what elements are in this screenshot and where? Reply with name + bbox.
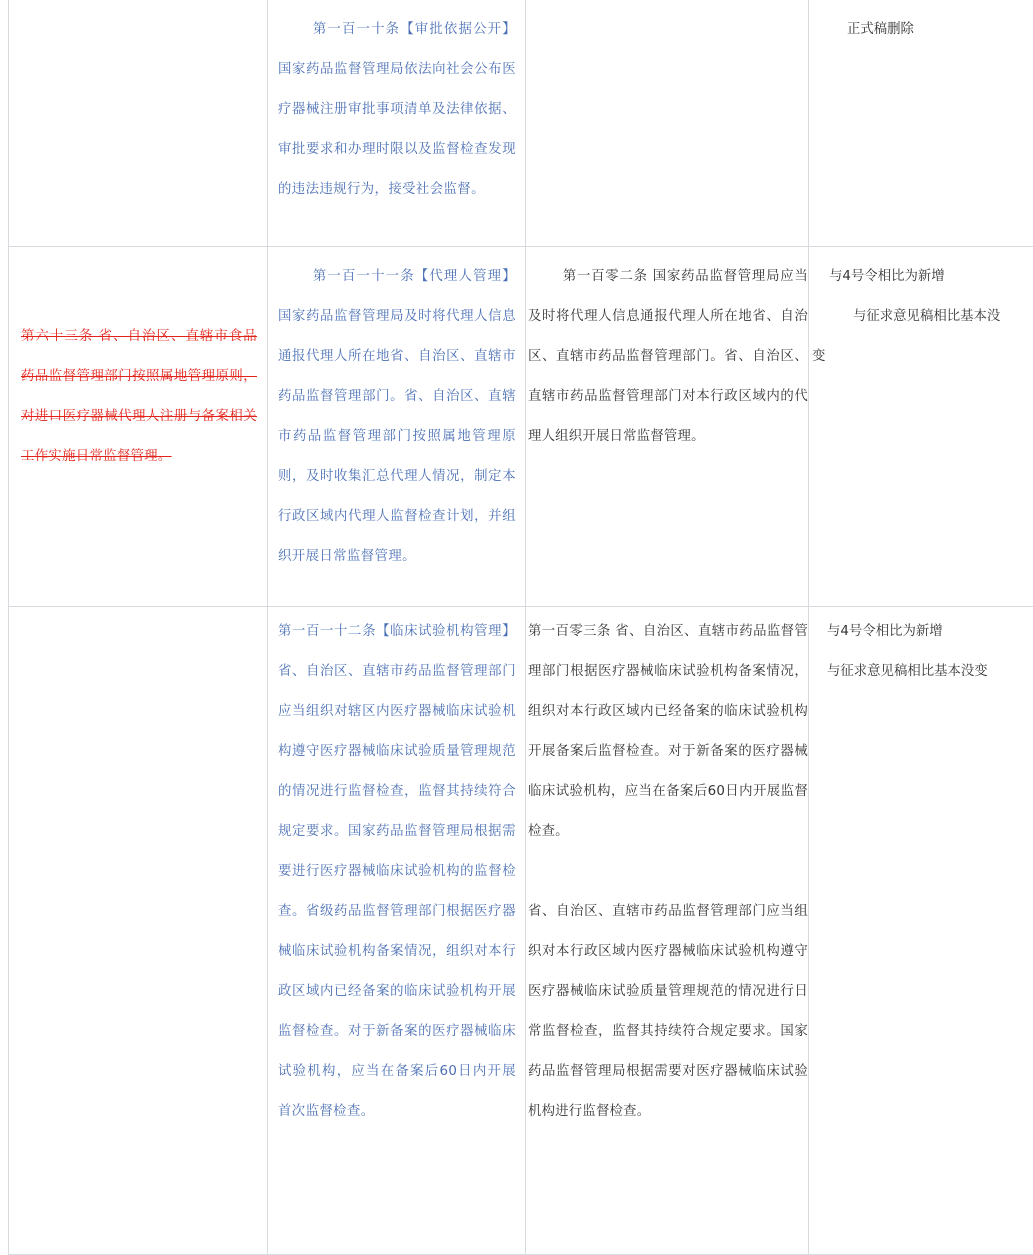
remark-cell xyxy=(809,0,1033,247)
table-row xyxy=(9,247,1033,607)
final-text-cell xyxy=(526,247,809,607)
remark-text: 与征求意见稿相比基本没 xyxy=(812,297,1033,337)
article-102-text: 第一百零二条 国家药品监督管理局应当及时将代理人信息通报代理人所在地省、自治区、直辖市药品监督管理部门。省、自治区、直辖市药品监督管理部门对本行政区域内的代理人组织开展日常监督管理。 xyxy=(528,257,808,457)
old-text-cell xyxy=(9,0,268,247)
table-row xyxy=(9,0,1033,247)
article-112-text: 第一百一十二条【临床试验机构管理】 省、自治区、直辖市药品监督管理部门应当组织对辖区内医疗器械临床试验机构遵守医疗器械临床试验质量管理规范的情况进行监督检查，监督其持续符合规定要求。国家药品监督管理局根据需要进行医疗器械临床试验机构的监督检查。省级药品监督管理部门根据医疗器械临床试验机构备案情况，组织对本行政区域内已经备案的临床试验机构开展监督检查。对于新备案的医疗器械临床试验机构，应当在备案后60日内开展首次监督检查。 xyxy=(278,612,516,1132)
deleted-article-63-text: 第六十三条 省、自治区、直辖市食品药品监督管理部门按照属地管理原则，对进口医疗器械代理人注册与备案相关工作实施日常监督管理。 xyxy=(21,317,257,477)
remark-text: 正式稿删除 xyxy=(847,10,1025,50)
article-111-text: 第一百一十一条【代理人管理】 国家药品监督管理局及时将代理人信息通报代理人所在地省、自治区、直辖市药品监督管理部门。省、自治区、直辖市药品监督管理部门按照属地管理原则，及时收集汇总代理人情况，制定本行政区域内代理人监督检查计划，并组织开展日常监督管理。 xyxy=(278,257,516,577)
comparison-table xyxy=(8,0,1033,1255)
remark-cell xyxy=(809,247,1033,607)
final-text-cell xyxy=(526,0,809,247)
draft-text-cell xyxy=(268,247,526,607)
remark-text: 与征求意见稿相比基本没变 xyxy=(827,652,1033,692)
remark-cell xyxy=(809,607,1033,1255)
article-103-paragraph-2: 省、自治区、直辖市药品监督管理部门应当组织对本行政区域内医疗器械临床试验机构遵守医疗器械临床试验质量管理规范的情况进行日常监督检查，监督其持续符合规定要求。国家药品监督管理局根据需要对医疗器械临床试验机构进行监督检查。 xyxy=(528,892,808,1132)
final-text-cell xyxy=(526,607,809,1255)
remark-text: 与4号令相比为新增 xyxy=(827,612,1033,652)
draft-text-cell xyxy=(268,607,526,1255)
old-text-cell xyxy=(9,607,268,1255)
article-103-text: 第一百零三条 省、自治区、直辖市药品监督管理部门根据医疗器械临床试验机构备案情况，组织对本行政区域内已经备案的临床试验机构开展备案后监督检查。对于新备案的医疗器械临床试验机构，应当在备案后60日内开展监督检查。 xyxy=(528,612,808,852)
remark-text: 与4号令相比为新增 xyxy=(812,257,1033,297)
remark-text: 变 xyxy=(812,337,1033,377)
article-110-text: 第一百一十条【审批依据公开】 国家药品监督管理局依法向社会公布医疗器械注册审批事项清单及法律依据、审批要求和办理时限以及监督检查发现的违法违规行为，接受社会监督。 xyxy=(278,10,516,210)
draft-text-cell xyxy=(268,0,526,247)
table-row xyxy=(9,607,1033,1255)
old-text-cell xyxy=(9,247,268,607)
